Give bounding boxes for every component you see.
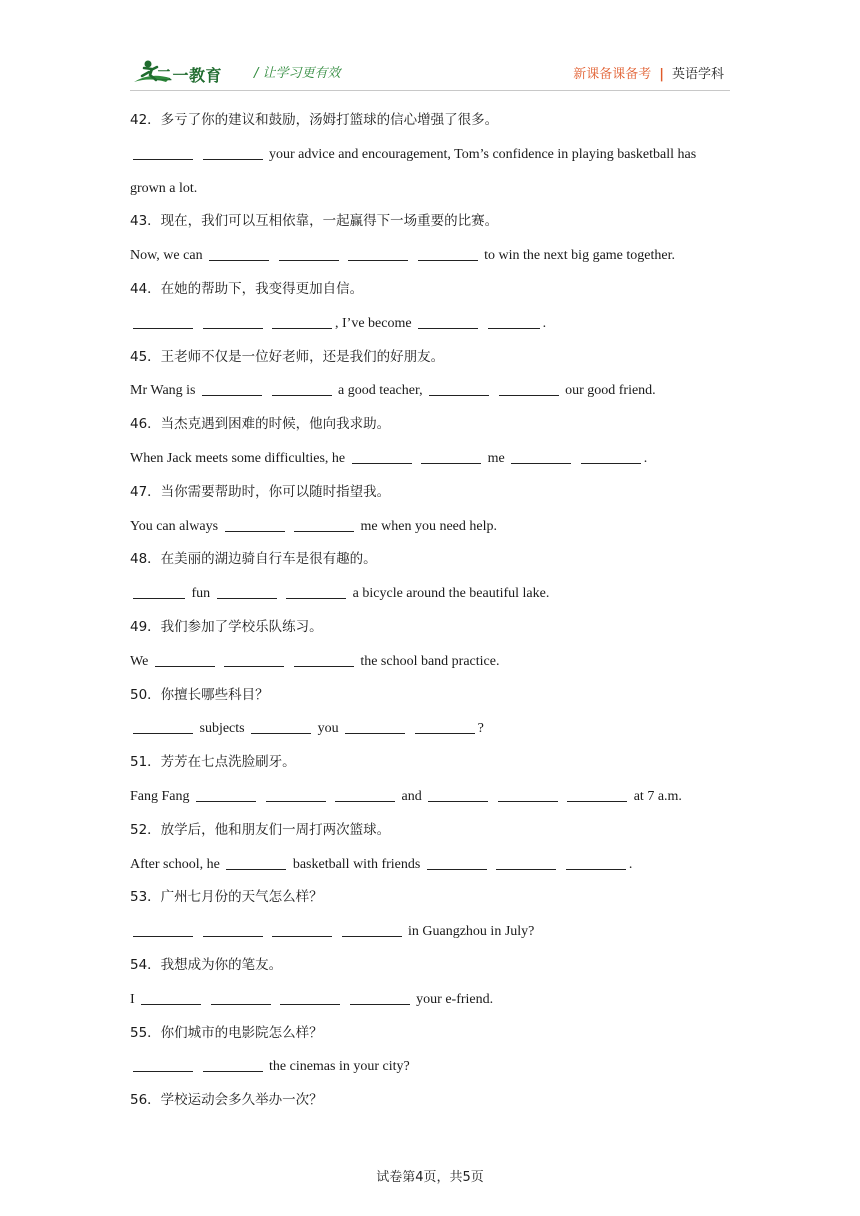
answer-text: . [628,856,633,872]
answer-text [342,248,346,263]
answer-text: We [130,653,152,669]
answer-text: , I’ve become [335,315,416,331]
header-separator: | [659,67,664,82]
answer-text: a bicycle around the beautiful lake. [349,586,550,602]
header-subtitle-left: 新课备课备考 [573,67,652,82]
answer-text [481,316,485,331]
answer-text [196,1059,200,1074]
answer-blank[interactable] [418,246,478,261]
answer-blank[interactable] [421,449,481,464]
answer-text: . [643,450,648,466]
answer-line [130,645,740,679]
answer-text: your e-friend. [412,991,494,1007]
answer-blank[interactable] [499,381,559,396]
answer-blank[interactable] [203,1057,263,1072]
answer-text [288,519,292,534]
answer-blank[interactable] [415,719,475,734]
question-prompt: 54．我想成为你的笔友。 [130,956,283,973]
answer-text: basketball with friends [289,856,424,872]
answer-blank[interactable] [581,449,641,464]
answer-text [265,383,269,398]
page-header [130,58,730,92]
question-prompt: 52．放学后，他和朋友们一周打两次篮球。 [130,821,391,838]
answer-text [196,147,200,162]
answer-blank[interactable] [217,584,277,599]
answer-line [130,510,740,544]
answer-text: After school, he [130,856,224,872]
question-prompt: 43．现在，我们可以互相依靠，一起赢得下一场重要的比赛。 [130,213,499,230]
answer-line-continued: grown a lot. [130,180,198,196]
header-subject [573,63,724,82]
answer-blank[interactable] [133,314,193,329]
answer-line [130,239,740,273]
answer-text [266,316,270,331]
question-prompt: 47．当你需要帮助时，你可以随时指望我。 [130,483,391,500]
answer-line [130,915,740,949]
question-prompt: 53．广州七月份的天气怎么样？ [130,889,323,906]
answer-blank[interactable] [427,855,487,870]
answer-text: You can always [130,518,222,534]
answer-blank[interactable] [286,584,346,599]
answer-text [492,383,496,398]
question-prompt: 44．在她的帮助下，我变得更加自信。 [130,280,364,297]
answer-text [196,316,200,331]
answer-text: subjects [196,721,249,737]
answer-text [266,924,270,939]
answer-line [130,307,740,341]
answer-blank[interactable] [350,990,410,1005]
question-prompt: 49．我们参加了学校乐队练习。 [130,618,323,635]
answer-text: at 7 a.m. [630,788,682,804]
answer-blank[interactable] [209,246,269,261]
answer-blank[interactable] [266,787,326,802]
question-list [130,104,740,1118]
answer-text [196,924,200,939]
answer-line [130,138,740,172]
answer-blank[interactable] [272,381,332,396]
answer-text: me [484,450,509,466]
answer-blank[interactable] [226,855,286,870]
answer-text: to win the next big game together. [480,248,675,264]
answer-blank[interactable] [203,145,263,160]
answer-text [490,857,494,872]
answer-text [415,451,419,466]
page-footer: 试卷第4页，共5页 [376,1170,484,1185]
answer-blank[interactable] [418,314,478,329]
answer-blank[interactable] [224,652,284,667]
question-prompt: 46．当杰克遇到困难的时候，他向我求助。 [130,416,391,433]
answer-text: a good teacher, [334,383,427,399]
answer-line [130,577,740,611]
header-slogan: / 让学习更有效 [254,66,341,81]
answer-text: the school band practice. [356,653,500,669]
answer-blank[interactable] [342,922,402,937]
answer-text: I [130,991,139,1007]
answer-text: Mr Wang is [130,383,200,399]
answer-text: When Jack meets some difficulties, he [130,450,349,466]
answer-line [130,442,740,476]
question-prompt: 50．你擅长哪些科目？ [130,686,269,703]
answer-text: and [398,788,426,804]
logo-text: 二一教育 [156,66,223,85]
answer-blank[interactable] [280,990,340,1005]
answer-blank[interactable] [272,922,332,937]
answer-blank[interactable] [203,922,263,937]
answer-line [130,848,740,882]
answer-blank[interactable] [225,517,285,532]
answer-blank[interactable] [133,1057,193,1072]
answer-blank[interactable] [567,787,627,802]
answer-text: Now, we can [130,248,207,264]
question-prompt: 56．学校运动会多久举办一次？ [130,1092,323,1109]
answer-blank[interactable] [498,787,558,802]
answer-line [130,1050,740,1084]
answer-blank[interactable] [348,246,408,261]
answer-text [335,924,339,939]
answer-blank[interactable] [141,990,201,1005]
answer-blank[interactable] [279,246,339,261]
answer-text [343,992,347,1007]
answer-text [491,789,495,804]
answer-text [287,654,291,669]
answer-text [280,586,284,601]
answer-blank[interactable] [294,517,354,532]
answer-blank[interactable] [429,381,489,396]
answer-text [559,857,563,872]
answer-text [561,789,565,804]
answer-text [259,789,263,804]
question-prompt: 55．你们城市的电影院怎么样？ [130,1024,323,1041]
answer-text [218,654,222,669]
header-divider [130,90,730,91]
answer-blank[interactable] [496,855,556,870]
question-prompt: 48．在美丽的湖边骑自行车是很有趣的。 [130,551,377,568]
answer-text [329,789,333,804]
answer-line [130,374,740,408]
answer-text: fun [188,586,214,602]
answer-blank[interactable] [196,787,256,802]
answer-text [411,248,415,263]
answer-blank[interactable] [155,652,215,667]
answer-blank[interactable] [251,719,311,734]
answer-line [130,712,740,746]
answer-blank[interactable] [133,145,193,160]
answer-blank[interactable] [203,314,263,329]
answer-blank[interactable] [488,314,540,329]
answer-blank[interactable] [133,719,193,734]
answer-blank[interactable] [211,990,271,1005]
answer-blank[interactable] [294,652,354,667]
answer-blank[interactable] [566,855,626,870]
answer-text: you [314,721,343,737]
answer-text: ? [477,721,484,737]
answer-text [274,992,278,1007]
answer-line [130,983,740,1017]
answer-blank[interactable] [352,449,412,464]
answer-line [130,780,740,814]
answer-text: . [542,315,547,331]
answer-text: Fang Fang [130,788,193,804]
answer-text [272,248,276,263]
answer-blank[interactable] [133,584,185,599]
answer-text: me when you need help. [357,518,497,534]
answer-text: our good friend. [561,383,656,399]
question-prompt: 42．多亏了你的建议和鼓励，汤姆打篮球的信心增强了很多。 [130,112,499,128]
question-prompt: 45．王老师不仅是一位好老师，还是我们的好朋友。 [130,348,445,365]
answer-blank[interactable] [335,787,395,802]
answer-blank[interactable] [202,381,262,396]
answer-text [408,721,412,736]
answer-blank[interactable] [511,449,571,464]
answer-text: in Guangzhou in July? [404,924,535,940]
answer-text [574,451,578,466]
answer-blank[interactable] [133,922,193,937]
header-subtitle-right: 英语学科 [671,67,724,82]
answer-blank[interactable] [428,787,488,802]
answer-blank[interactable] [272,314,332,329]
answer-text [204,992,208,1007]
answer-text: your advice and encouragement, Tom’s confidence in playing basketball has [265,146,697,162]
answer-blank[interactable] [345,719,405,734]
question-prompt: 51．芳芳在七点洗脸刷牙。 [130,754,296,771]
answer-text: the cinemas in your city? [265,1059,410,1075]
